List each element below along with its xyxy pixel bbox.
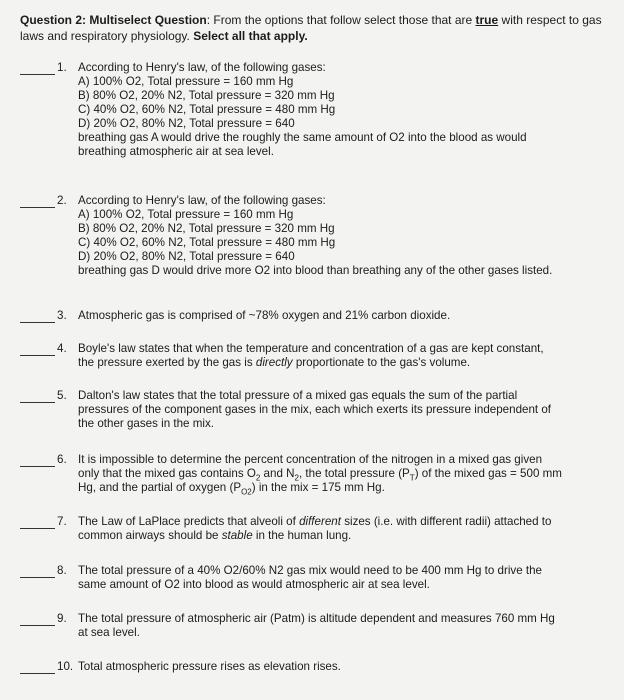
question-title: Question 2: Multiselect Question bbox=[20, 13, 207, 27]
question-line: According to Henry's law, of the following gases: bbox=[78, 194, 326, 207]
answer-blank-7[interactable] bbox=[20, 516, 55, 529]
question-line: The total pressure of atmospheric air (Patm) is altitude dependent and measures 760 mm Hg bbox=[78, 612, 555, 625]
question-line: Dalton's law states that the total pressure of a mixed gas equals the sum of the partial bbox=[78, 389, 518, 402]
question-line: Atmospheric gas is comprised of ~78% oxygen and 21% carbon dioxide. bbox=[78, 309, 451, 322]
question-line: Total atmospheric pressure rises as elevation rises. bbox=[78, 660, 341, 673]
question-line: the other gases in the mix. bbox=[78, 417, 214, 430]
question-item-4 bbox=[20, 342, 610, 370]
question-line: same amount of O2 into blood as would atmospheric air at sea level. bbox=[78, 578, 430, 591]
question-line: The total pressure of a 40% O2/60% N2 gas mix would need to be 400 mm Hg to drive the bbox=[78, 564, 542, 577]
question-number: 10. bbox=[57, 660, 74, 673]
question-line: It is impossible to determine the percent concentration of the nitrogen in a mixed gas given bbox=[78, 453, 543, 466]
question-number: 7. bbox=[57, 515, 67, 528]
true-word: true bbox=[475, 13, 499, 27]
question-item-3 bbox=[20, 309, 610, 323]
answer-blank-6[interactable] bbox=[20, 454, 55, 467]
answer-blank-1[interactable] bbox=[20, 62, 55, 75]
answer-blank-3[interactable] bbox=[20, 310, 55, 323]
answer-blank-9[interactable] bbox=[20, 613, 55, 626]
answer-blank-4[interactable] bbox=[20, 343, 55, 356]
question-number: 5. bbox=[57, 389, 67, 402]
question-line: the pressure exerted by the gas is directly proportionate to the gas's volume. bbox=[78, 356, 471, 369]
question-item-8 bbox=[20, 564, 610, 592]
question-item-1 bbox=[20, 61, 610, 159]
question-header bbox=[20, 12, 610, 44]
question-number: 1. bbox=[57, 61, 67, 74]
option-line: C) 40% O2, 60% N2, Total pressure = 480 mm Hg bbox=[78, 103, 336, 116]
option-line: B) 80% O2, 20% N2, Total pressure = 320 mm Hg bbox=[78, 222, 335, 235]
option-line: A) 100% O2, Total pressure = 160 mm Hg bbox=[78, 208, 294, 221]
question-item-5 bbox=[20, 389, 610, 431]
question-item-9 bbox=[20, 612, 610, 640]
header-text-2: with respect to gas laws and respiratory physiology. bbox=[20, 13, 602, 43]
question-line: The Law of LaPlace predicts that alveoli of different sizes (i.e. with different radii) attached to bbox=[78, 515, 552, 528]
question-number: 2. bbox=[57, 194, 67, 207]
question-line: Hg, and the partial of oxygen $(P_{O2})$ in the mix = 175 mm Hg. bbox=[78, 481, 385, 497]
question-item-10 bbox=[20, 660, 610, 674]
answer-blank-5[interactable] bbox=[20, 390, 55, 403]
question-number: 4. bbox=[57, 342, 67, 355]
question-number: 6. bbox=[57, 453, 67, 466]
question-line: breathing gas D would drive more O2 into blood than breathing any of the other gases listed. bbox=[78, 264, 553, 277]
option-line: B) 80% O2, 20% N2, Total pressure = 320 mm Hg bbox=[78, 89, 335, 102]
answer-blank-10[interactable] bbox=[20, 661, 55, 674]
question-line: According to Henry's law, of the following gases: bbox=[78, 61, 326, 74]
question-line: only that the mixed gas contains $O_2$ and $N_2$, the total pressure $(P_T)$ of the mixed gas = 500 mm bbox=[78, 467, 562, 483]
select-all-instruction: Select all that apply. bbox=[193, 29, 308, 43]
question-line: breathing gas A would drive the roughly the same amount of O2 into the blood as would bbox=[78, 131, 527, 144]
question-item-6 bbox=[20, 453, 610, 495]
question-line: at sea level. bbox=[78, 626, 140, 639]
question-line: breathing atmospheric air at sea level. bbox=[78, 145, 274, 158]
answer-blank-8[interactable] bbox=[20, 565, 55, 578]
question-number: 3. bbox=[57, 309, 67, 322]
question-item-7 bbox=[20, 515, 610, 543]
answer-blank-2[interactable] bbox=[20, 195, 55, 208]
question-line: common airways should be stable in the human lung. bbox=[78, 529, 352, 542]
option-line: D) 20% O2, 80% N2, Total pressure = 640 bbox=[78, 250, 295, 263]
question-item-2 bbox=[20, 194, 610, 278]
header-text-1: : From the options that follow select those that are bbox=[206, 13, 476, 27]
option-line: D) 20% O2, 80% N2, Total pressure = 640 bbox=[78, 117, 295, 130]
question-number: 9. bbox=[57, 612, 67, 625]
option-line: A) 100% O2, Total pressure = 160 mm Hg bbox=[78, 75, 294, 88]
question-line: Boyle's law states that when the temperature and concentration of a gas are kept constant, bbox=[78, 342, 544, 355]
question-number: 8. bbox=[57, 564, 67, 577]
option-line: C) 40% O2, 60% N2, Total pressure = 480 mm Hg bbox=[78, 236, 336, 249]
question-line: pressures of the component gases in the mix, each which exerts its pressure independent of bbox=[78, 403, 552, 416]
